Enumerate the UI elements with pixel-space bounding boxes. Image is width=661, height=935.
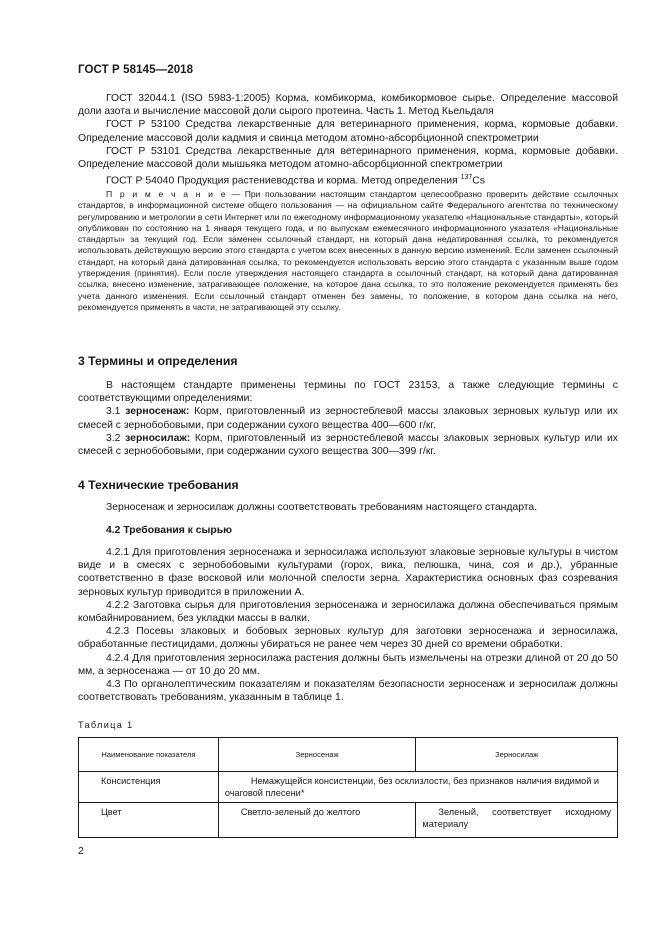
- section-3-body: [78, 379, 618, 458]
- table-row: [79, 803, 618, 838]
- reference-item: ГОСТ Р 53100 Средства лекарственные для ветеринарного применения, корма, кормовые добавки. Определение массовой доли кадмия и свинца методом атомно-абсорбционной спектрометрии: [78, 119, 618, 144]
- column-header: Зерносилаж: [416, 738, 618, 772]
- references-note: [78, 189, 618, 313]
- section-4-body: [78, 546, 618, 704]
- column-header: Наименование показателя: [79, 738, 219, 772]
- clause-4-2-4: 4.2.4 Для приготовления зерносилажа растения должны быть измельчены на отрезки длиной от 20 до 50 мм, а зерносенажа — от 10 до 20 мм.: [78, 652, 618, 677]
- column-header: Зерносенаж: [218, 738, 416, 772]
- table-cell: Светло-зеленый до желтого: [218, 803, 416, 838]
- reference-item: ГОСТ Р 54040 Продукция растениеводства и корма. Метод определения $^{137}$Cs: [106, 174, 485, 187]
- clause-4-2-2: 4.2.2 Заготовка сырья для приготовления зерносенажа и зерносилажа должна обеспечиваться прямым комбайнированием, без укладки массы в валки.: [78, 599, 618, 625]
- note-label: П р и м е ч а н и е: [106, 189, 228, 199]
- term-3-1: 3.1 зерносенаж: Корм, приготовленный из зерностеблевой массы злаковых зерновых культур или их смесей с зернобобовыми, при содержании сухого вещества 400—600 г/кг.: [78, 406, 618, 431]
- clause-4-2-3: 4.2.3 Посевы злаковых и бобовых зерновых культур для заготовки зерносенажа и зерносилажа, обработанные пестицидами, должны убираться не ранее чем через 30 дней со времени обработки.: [78, 626, 618, 651]
- clause-4-3: 4.3 По органолептическим показателям и показателям безопасности зерносенаж и зерносилаж должны соответствовать требованиям, указанным в таблице 1.: [78, 679, 618, 704]
- table-row: [79, 772, 618, 803]
- section-3-intro: В настоящем стандарте применены термины по ГОСТ 23153, а также следующие термины с соответствующими определениями:: [78, 380, 618, 405]
- table-1: [78, 737, 618, 838]
- note-text: — При пользовании настоящим стандартом целесообразно проверить действие ссылочных стандартов, в информационной системе общего пользования — на официальном сайте Федерального агентства по техническому регулированию и метрологии в сети Интернет или по ежегодному информационному указателю «Национальные стандарты», который опубликован по состоянию на 1 января текущего года, и по выпускам ежемесячного информационного указателя «Национальные стандарты» за текущий год. Если заменен ссылочный стандарт, на который дана недатированная ссылка, то рекомендуется использовать действующую версию этого стандарта с учетом всех внесенных в данную версию изменений. Если заменен ссылочный стандарт, на который дана датированная ссылка, то рекомендуется использовать версию этого стандарта с указанным выше годом утверждения (принятия). Если после утверждения настоящего стандарта в ссылочный стандарт, на который дана датированная ссылка, внесено изменение, затрагивающее положение, на которое дана ссылка, то это положение рекомендуется применять без учета данного изменения. Если ссылочный стандарт отменен без замены, то положение, в котором дана ссылка на него, рекомендуется применять в части, не затрагивающей эту ссылку.: [78, 189, 619, 312]
- term-3-2: 3.2 зерносилаж: Корм, приготовленный из зерностеблевой массы злаковых зерновых культур или их смесей с зернобобовыми, при содержании сухого вещества 300—399 г/кг.: [78, 432, 618, 458]
- reference-item: ГОСТ 32044.1 (ISO 5983-1:2005) Корма, комбикорма, комбикормовое сырье. Определение массовой доли азота и вычисление массовой доли сырого протеина. Часть 1. Метод Кьельдаля: [78, 93, 618, 118]
- page-number: 2: [78, 846, 84, 857]
- reference-item: ГОСТ Р 53101 Средства лекарственные для ветеринарного применения, корма, кормовые добавки. Определение массовой доли мышьяка методом атомно-абсорбционной спектрометрии: [78, 145, 618, 171]
- table-caption: Таблица 1: [78, 720, 134, 730]
- table-header-row: [79, 738, 618, 772]
- subsection-4-2: [78, 525, 618, 536]
- table-cell: Зеленый, соответствует исходному материалу: [416, 803, 618, 838]
- row-label: Консистенция: [79, 772, 219, 803]
- section-4-intro: Зерносенаж и зерносилаж должны соответствовать требованиям настоящего стандарта.: [106, 502, 538, 513]
- subsection-4-2-title: 4.2 Требования к сырью: [106, 525, 233, 536]
- document-header: ГОСТ Р 58145—2018: [78, 64, 194, 76]
- table-cell: Немажущейся консистенции, без осклизлости, без признаков наличия видимой и очаговой плесени*: [218, 772, 617, 803]
- section-3: [78, 354, 618, 368]
- section-3-title: 3 Термины и определения: [78, 354, 238, 368]
- section-4: [78, 478, 618, 492]
- row-label: Цвет: [79, 803, 219, 838]
- normative-references: [78, 92, 618, 188]
- clause-4-2-1: 4.2.1 Для приготовления зерносенажа и зерносилажа используют злаковые зерновые культуры в чистом виде и в смесях с зернобобовыми культурами (горох, вика, пелюшка, чина, соя и др.), убранные соответственно в фазе восковой или молочной спелости зерна. Характеристика основных фаз созревания зерновых культур приводится в приложении А.: [78, 547, 618, 598]
- section-4-title: 4 Технические требования: [78, 478, 239, 492]
